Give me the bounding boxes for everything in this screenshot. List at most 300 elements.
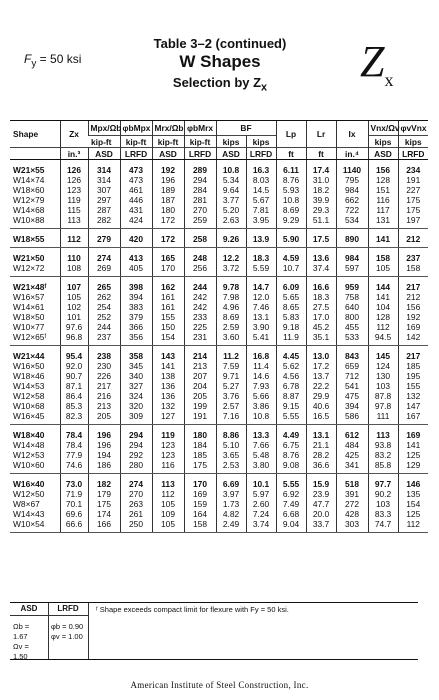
value-cell: 7.66 bbox=[246, 440, 276, 450]
value-cell: 297 bbox=[88, 195, 120, 205]
shape-cell: W14×43 bbox=[13, 509, 45, 519]
unit-mrx-asd: kip-ft bbox=[152, 136, 184, 148]
publisher-credit: American Institute of Steel Construction, Inc. bbox=[130, 680, 309, 690]
value-cell: 17.5 bbox=[306, 229, 336, 248]
value-cell: 6.92 bbox=[276, 489, 306, 499]
value-cell: 3.95 bbox=[246, 215, 276, 229]
value-cell: 2.60 bbox=[246, 499, 276, 509]
value-cell: 284 bbox=[184, 185, 216, 195]
col-lr: Lr bbox=[306, 121, 336, 148]
value-cell: 984 bbox=[336, 248, 368, 264]
value-cell: 9.64 bbox=[216, 185, 246, 195]
value-cell: 97.8 bbox=[368, 401, 398, 411]
value-cell: 1.73 bbox=[216, 499, 246, 509]
value-cell: 256 bbox=[184, 263, 216, 277]
value-cell: 162 bbox=[152, 277, 184, 293]
value-cell: 6.11 bbox=[276, 160, 306, 176]
col-ix: Ix bbox=[336, 121, 368, 148]
value-cell: 274 bbox=[88, 248, 120, 264]
table-row bbox=[10, 440, 428, 450]
value-cell: 5.67 bbox=[246, 195, 276, 205]
unit-lp: ft bbox=[276, 148, 306, 160]
value-cell: 7.59 bbox=[216, 361, 246, 371]
table-row bbox=[10, 401, 428, 411]
value-cell: 161 bbox=[152, 292, 184, 302]
value-cell: 169 bbox=[184, 489, 216, 499]
value-cell: 180 bbox=[184, 425, 216, 441]
value-cell: 383 bbox=[120, 302, 152, 312]
value-cell: 17.2 bbox=[306, 361, 336, 371]
value-cell: 307 bbox=[88, 185, 120, 195]
value-cell: 184 bbox=[184, 440, 216, 450]
value-cell: 394 bbox=[120, 292, 152, 302]
value-cell: 10.7 bbox=[276, 263, 306, 277]
value-cell: 28.2 bbox=[306, 450, 336, 460]
value-cell: 217 bbox=[398, 346, 428, 362]
value-cell: 258 bbox=[184, 229, 216, 248]
asd-factors bbox=[10, 603, 49, 659]
value-cell: 195 bbox=[398, 371, 428, 381]
value-cell: 175 bbox=[398, 195, 428, 205]
value-cell: 425 bbox=[336, 450, 368, 460]
value-cell: 234 bbox=[398, 160, 428, 176]
value-cell: 191 bbox=[184, 411, 216, 425]
shape-cell: W21×44 bbox=[13, 351, 45, 361]
value-cell: 16.6 bbox=[306, 277, 336, 293]
value-cell: 14.7 bbox=[246, 277, 276, 293]
value-cell: 242 bbox=[184, 292, 216, 302]
value-cell: 261 bbox=[120, 509, 152, 519]
value-cell: 161 bbox=[152, 302, 184, 312]
value-cell: 174 bbox=[88, 509, 120, 519]
shape-cell: W18×46 bbox=[13, 371, 45, 381]
table-row bbox=[10, 489, 428, 499]
method-mpx-lrfd: LRFD bbox=[120, 148, 152, 160]
value-cell: 45.2 bbox=[306, 322, 336, 332]
value-cell: 197 bbox=[398, 215, 428, 229]
value-cell: 97.7 bbox=[368, 474, 398, 490]
fy-value: = 50 ksi bbox=[36, 52, 82, 66]
table-row bbox=[10, 205, 428, 215]
table-row bbox=[10, 499, 428, 509]
value-cell: 534 bbox=[336, 215, 368, 229]
value-cell: 640 bbox=[336, 302, 368, 312]
value-cell: 984 bbox=[336, 185, 368, 195]
value-cell: 473 bbox=[120, 175, 152, 185]
value-cell: 6.09 bbox=[276, 277, 306, 293]
value-cell: 143 bbox=[152, 346, 184, 362]
value-cell: 289 bbox=[184, 160, 216, 176]
value-cell: 9.15 bbox=[276, 401, 306, 411]
value-cell: 132 bbox=[152, 401, 184, 411]
value-cell: 366 bbox=[120, 322, 152, 332]
value-cell: 11.4 bbox=[246, 361, 276, 371]
table-row bbox=[10, 332, 428, 346]
value-cell: 9.71 bbox=[216, 371, 246, 381]
value-cell: 37.4 bbox=[306, 263, 336, 277]
value-cell: 169 bbox=[398, 322, 428, 332]
value-cell: 170 bbox=[184, 474, 216, 490]
value-cell: 18.3 bbox=[306, 292, 336, 302]
value-cell: 87.8 bbox=[368, 391, 398, 401]
value-cell: 3.72 bbox=[216, 263, 246, 277]
value-cell: 21.1 bbox=[306, 440, 336, 450]
unit-mpx-asd: kip-ft bbox=[88, 136, 120, 148]
value-cell: 420 bbox=[120, 229, 152, 248]
value-cell: 294 bbox=[120, 425, 152, 441]
shape-cell: W8×67 bbox=[13, 499, 40, 509]
value-cell: 73.0 bbox=[60, 474, 88, 490]
value-cell: 96.8 bbox=[60, 332, 88, 346]
value-cell: 8.69 bbox=[276, 205, 306, 215]
value-cell: 155 bbox=[398, 381, 428, 391]
value-cell: 269 bbox=[88, 263, 120, 277]
value-cell: 156 bbox=[398, 302, 428, 312]
value-cell: 94.5 bbox=[368, 332, 398, 346]
method-mpx-asd: ASD bbox=[88, 148, 120, 160]
phi-v: φv = 1.00 bbox=[51, 632, 83, 641]
value-cell: 131 bbox=[368, 215, 398, 229]
value-cell: 126 bbox=[60, 160, 88, 176]
table-title bbox=[130, 36, 310, 94]
value-cell: 138 bbox=[152, 371, 184, 381]
value-cell: 196 bbox=[88, 440, 120, 450]
unit-zx: in.³ bbox=[60, 148, 88, 160]
value-cell: 102 bbox=[60, 302, 88, 312]
value-cell: 518 bbox=[336, 474, 368, 490]
value-cell: 9.29 bbox=[276, 215, 306, 229]
shape-cell: W12×65ᶠ bbox=[10, 332, 60, 346]
value-cell: 83.3 bbox=[368, 509, 398, 519]
value-cell: 461 bbox=[120, 185, 152, 195]
value-cell: 66.6 bbox=[60, 519, 88, 533]
table-row bbox=[10, 215, 428, 229]
shape-cell: W12×58 bbox=[13, 391, 45, 401]
value-cell: 475 bbox=[336, 391, 368, 401]
value-cell: 795 bbox=[336, 175, 368, 185]
zx-symbol bbox=[360, 36, 393, 91]
value-cell: 7.49 bbox=[276, 499, 306, 509]
table-row bbox=[10, 371, 428, 381]
value-cell: 5.59 bbox=[246, 263, 276, 277]
value-cell: 254 bbox=[88, 302, 120, 312]
value-cell: 119 bbox=[60, 195, 88, 205]
value-cell: 141 bbox=[368, 229, 398, 248]
value-cell: 189 bbox=[152, 185, 184, 195]
value-cell: 7.16 bbox=[216, 411, 246, 425]
value-cell: 6.75 bbox=[276, 440, 306, 450]
value-cell: 123 bbox=[152, 450, 184, 460]
value-cell: 11.9 bbox=[276, 332, 306, 346]
fy-subscript: y bbox=[31, 58, 37, 70]
value-cell: 13.1 bbox=[306, 425, 336, 441]
value-cell: 394 bbox=[336, 401, 368, 411]
value-cell: 270 bbox=[184, 205, 216, 215]
value-cell: 11.2 bbox=[216, 346, 246, 362]
value-cell: 6.69 bbox=[216, 474, 246, 490]
value-cell: 164 bbox=[184, 509, 216, 519]
value-cell: 82.3 bbox=[60, 411, 88, 425]
value-cell: 13.0 bbox=[306, 346, 336, 362]
value-cell: 9.18 bbox=[276, 322, 306, 332]
phi-b: φb = 0.90 bbox=[51, 622, 84, 631]
value-cell: 231 bbox=[184, 332, 216, 346]
value-cell: 27.5 bbox=[306, 302, 336, 312]
shape-cell: W16×45 bbox=[10, 411, 60, 425]
value-cell: 180 bbox=[152, 205, 184, 215]
value-cell: 4.82 bbox=[216, 509, 246, 519]
value-cell: 431 bbox=[120, 205, 152, 215]
value-cell: 29.9 bbox=[306, 391, 336, 401]
value-cell: 205 bbox=[88, 411, 120, 425]
value-cell: 244 bbox=[88, 322, 120, 332]
value-cell: 5.97 bbox=[246, 489, 276, 499]
value-cell: 446 bbox=[120, 195, 152, 205]
value-cell: 12.0 bbox=[246, 292, 276, 302]
value-cell: 5.41 bbox=[246, 332, 276, 346]
value-cell: 191 bbox=[398, 175, 428, 185]
value-cell: 541 bbox=[336, 381, 368, 391]
shape-cell: W14×74 bbox=[13, 175, 45, 185]
value-cell: 151 bbox=[368, 185, 398, 195]
table-row bbox=[10, 519, 428, 533]
lrfd-label: LRFD bbox=[48, 603, 88, 616]
value-cell: 324 bbox=[120, 391, 152, 401]
value-cell: 7.98 bbox=[216, 292, 246, 302]
shape-cell: W14×53 bbox=[13, 381, 45, 391]
value-cell: 7.81 bbox=[246, 205, 276, 215]
table-row bbox=[10, 460, 428, 474]
table-row bbox=[10, 195, 428, 205]
title-line-1: Table 3–2 (continued) bbox=[153, 36, 287, 51]
shape-cell: W10×88 bbox=[10, 215, 60, 229]
value-cell: 196 bbox=[152, 175, 184, 185]
omega-v: Ωv = 1.50 bbox=[13, 642, 29, 661]
value-cell: 292 bbox=[120, 450, 152, 460]
table-body bbox=[10, 160, 428, 533]
value-cell: 74.7 bbox=[368, 519, 398, 533]
col-bf: BF bbox=[216, 121, 276, 136]
shape-cell: W21×55 bbox=[13, 165, 45, 175]
col-mpx-lrfd: φbMpx bbox=[120, 121, 152, 136]
value-cell: 123 bbox=[60, 185, 88, 195]
table-row bbox=[10, 474, 428, 490]
selection-table bbox=[10, 120, 428, 533]
value-cell: 123 bbox=[152, 440, 184, 450]
value-cell: 230 bbox=[88, 361, 120, 371]
value-cell: 166 bbox=[88, 519, 120, 533]
omega-b: Ωb = 1.67 bbox=[13, 622, 30, 641]
value-cell: 13.3 bbox=[246, 425, 276, 441]
value-cell: 101 bbox=[60, 312, 88, 322]
value-cell: 890 bbox=[336, 229, 368, 248]
value-cell: 612 bbox=[336, 425, 368, 441]
value-cell: 225 bbox=[184, 322, 216, 332]
col-zx: Zx bbox=[60, 121, 88, 148]
value-cell: 13.1 bbox=[246, 312, 276, 322]
table-row bbox=[10, 312, 428, 322]
value-cell: 13.6 bbox=[306, 248, 336, 264]
value-cell: 214 bbox=[184, 346, 216, 362]
unit-vnx-lrfd: kips bbox=[398, 136, 428, 148]
value-cell: 169 bbox=[398, 425, 428, 441]
value-cell: 170 bbox=[152, 263, 184, 277]
method-mrx-asd: ASD bbox=[152, 148, 184, 160]
value-cell: 144 bbox=[368, 277, 398, 293]
value-cell: 212 bbox=[398, 229, 428, 248]
value-cell: 70.1 bbox=[60, 499, 88, 509]
table-row bbox=[10, 229, 428, 248]
value-cell: 16.3 bbox=[246, 160, 276, 176]
unit-bf-asd: kips bbox=[216, 136, 246, 148]
value-cell: 3.86 bbox=[246, 401, 276, 411]
value-cell: 111 bbox=[368, 411, 398, 425]
value-cell: 85.8 bbox=[368, 460, 398, 474]
value-cell: 213 bbox=[88, 401, 120, 411]
table-row bbox=[10, 450, 428, 460]
zx-symbol-subscript: x bbox=[384, 69, 394, 90]
value-cell: 398 bbox=[120, 277, 152, 293]
shape-cell: W16×50 bbox=[13, 361, 45, 371]
shape-cell: W10×68 bbox=[13, 401, 45, 411]
value-cell: 13.7 bbox=[306, 371, 336, 381]
value-cell: 262 bbox=[88, 292, 120, 302]
value-cell: 187 bbox=[152, 195, 184, 205]
value-cell: 216 bbox=[88, 391, 120, 401]
value-cell: 959 bbox=[336, 277, 368, 293]
value-cell: 5.27 bbox=[216, 381, 246, 391]
value-cell: 159 bbox=[184, 499, 216, 509]
value-cell: 136 bbox=[152, 391, 184, 401]
compact-limit-note: ᶠ Shape exceeds compact limit for flexure with Fy = 50 ksi. bbox=[96, 605, 289, 614]
value-cell: 248 bbox=[184, 248, 216, 264]
value-cell: 158 bbox=[184, 519, 216, 533]
lrfd-factors bbox=[48, 603, 89, 659]
value-cell: 40.6 bbox=[306, 401, 336, 411]
value-cell: 6.68 bbox=[276, 509, 306, 519]
value-cell: 18.3 bbox=[246, 248, 276, 264]
value-cell: 142 bbox=[398, 332, 428, 346]
value-cell: 217 bbox=[398, 277, 428, 293]
shape-cell: W16×57 bbox=[13, 292, 45, 302]
value-cell: 279 bbox=[88, 229, 120, 248]
value-cell: 237 bbox=[88, 332, 120, 346]
method-vnx-asd: ASD bbox=[368, 148, 398, 160]
value-cell: 5.10 bbox=[216, 440, 246, 450]
value-cell: 10.1 bbox=[246, 474, 276, 490]
table-row bbox=[10, 391, 428, 401]
value-cell: 4.96 bbox=[216, 302, 246, 312]
value-cell: 244 bbox=[184, 277, 216, 293]
value-cell: 33.7 bbox=[306, 519, 336, 533]
value-cell: 722 bbox=[336, 205, 368, 215]
unit-vnx-asd: kips bbox=[368, 136, 398, 148]
value-cell: 345 bbox=[120, 361, 152, 371]
value-cell: 117 bbox=[368, 205, 398, 215]
value-cell: 3.76 bbox=[216, 391, 246, 401]
value-cell: 356 bbox=[120, 332, 152, 346]
value-cell: 327 bbox=[120, 381, 152, 391]
value-cell: 23.9 bbox=[306, 489, 336, 499]
value-cell: 5.20 bbox=[216, 205, 246, 215]
value-cell: 124 bbox=[368, 361, 398, 371]
value-cell: 85.3 bbox=[60, 401, 88, 411]
value-cell: 5.65 bbox=[276, 292, 306, 302]
value-cell: 15.9 bbox=[306, 474, 336, 490]
value-cell: 233 bbox=[184, 312, 216, 322]
value-cell: 7.46 bbox=[246, 302, 276, 312]
value-cell: 8.03 bbox=[246, 175, 276, 185]
value-cell: 424 bbox=[120, 215, 152, 229]
shape-cell: W10×77 bbox=[13, 322, 45, 332]
value-cell: 141 bbox=[368, 292, 398, 302]
value-cell: 192 bbox=[152, 160, 184, 176]
value-cell: 281 bbox=[184, 195, 216, 205]
unit-lr: ft bbox=[306, 148, 336, 160]
value-cell: 179 bbox=[88, 489, 120, 499]
col-vnx-asd: Vnx/Ωv bbox=[368, 121, 398, 136]
value-cell: 7.24 bbox=[246, 509, 276, 519]
value-cell: 314 bbox=[88, 175, 120, 185]
value-cell: 4.45 bbox=[276, 346, 306, 362]
table-row bbox=[10, 322, 428, 332]
value-cell: 158 bbox=[398, 263, 428, 277]
value-cell: 12.2 bbox=[216, 248, 246, 264]
value-cell: 7.93 bbox=[246, 381, 276, 391]
value-cell: 413 bbox=[120, 248, 152, 264]
value-cell: 126 bbox=[60, 175, 88, 185]
value-cell: 113 bbox=[368, 425, 398, 441]
value-cell: 129 bbox=[398, 460, 428, 474]
unit-ix: in.⁴ bbox=[336, 148, 368, 160]
value-cell: 113 bbox=[152, 474, 184, 490]
value-cell: 135 bbox=[398, 489, 428, 499]
value-cell: 105 bbox=[368, 263, 398, 277]
value-cell: 185 bbox=[398, 361, 428, 371]
asd-label: ASD bbox=[10, 603, 48, 616]
value-cell: 252 bbox=[88, 312, 120, 322]
value-cell: 6.78 bbox=[276, 381, 306, 391]
value-cell: 194 bbox=[88, 450, 120, 460]
value-cell: 78.4 bbox=[60, 440, 88, 450]
col-mrx-lrfd: φbMrx bbox=[184, 121, 216, 136]
value-cell: 309 bbox=[120, 411, 152, 425]
value-cell: 5.55 bbox=[276, 474, 306, 490]
col-vnx-lrfd: φvVnx bbox=[398, 121, 428, 136]
value-cell: 86.4 bbox=[60, 391, 88, 401]
title-line-3-text: Selection by Z bbox=[172, 75, 262, 90]
value-cell: 104 bbox=[368, 302, 398, 312]
value-cell: 192 bbox=[398, 312, 428, 322]
col-mpx-asd: Mpx/Ωb bbox=[88, 121, 120, 136]
value-cell: 9.26 bbox=[216, 229, 246, 248]
value-cell: 1140 bbox=[336, 160, 368, 176]
value-cell: 141 bbox=[398, 440, 428, 450]
value-cell: 20.0 bbox=[306, 509, 336, 519]
shape-cell: W10×54 bbox=[10, 519, 60, 533]
unit-mrx-lrfd: kip-ft bbox=[184, 136, 216, 148]
value-cell: 77.9 bbox=[60, 450, 88, 460]
value-cell: 3.90 bbox=[246, 322, 276, 332]
value-cell: 105 bbox=[152, 519, 184, 533]
shape-cell: W18×50 bbox=[13, 312, 45, 322]
value-cell: 113 bbox=[60, 215, 88, 229]
table-row bbox=[10, 185, 428, 195]
table-row bbox=[10, 425, 428, 441]
value-cell: 9.08 bbox=[276, 460, 306, 474]
value-cell: 3.77 bbox=[216, 195, 246, 205]
value-cell: 2.59 bbox=[216, 322, 246, 332]
